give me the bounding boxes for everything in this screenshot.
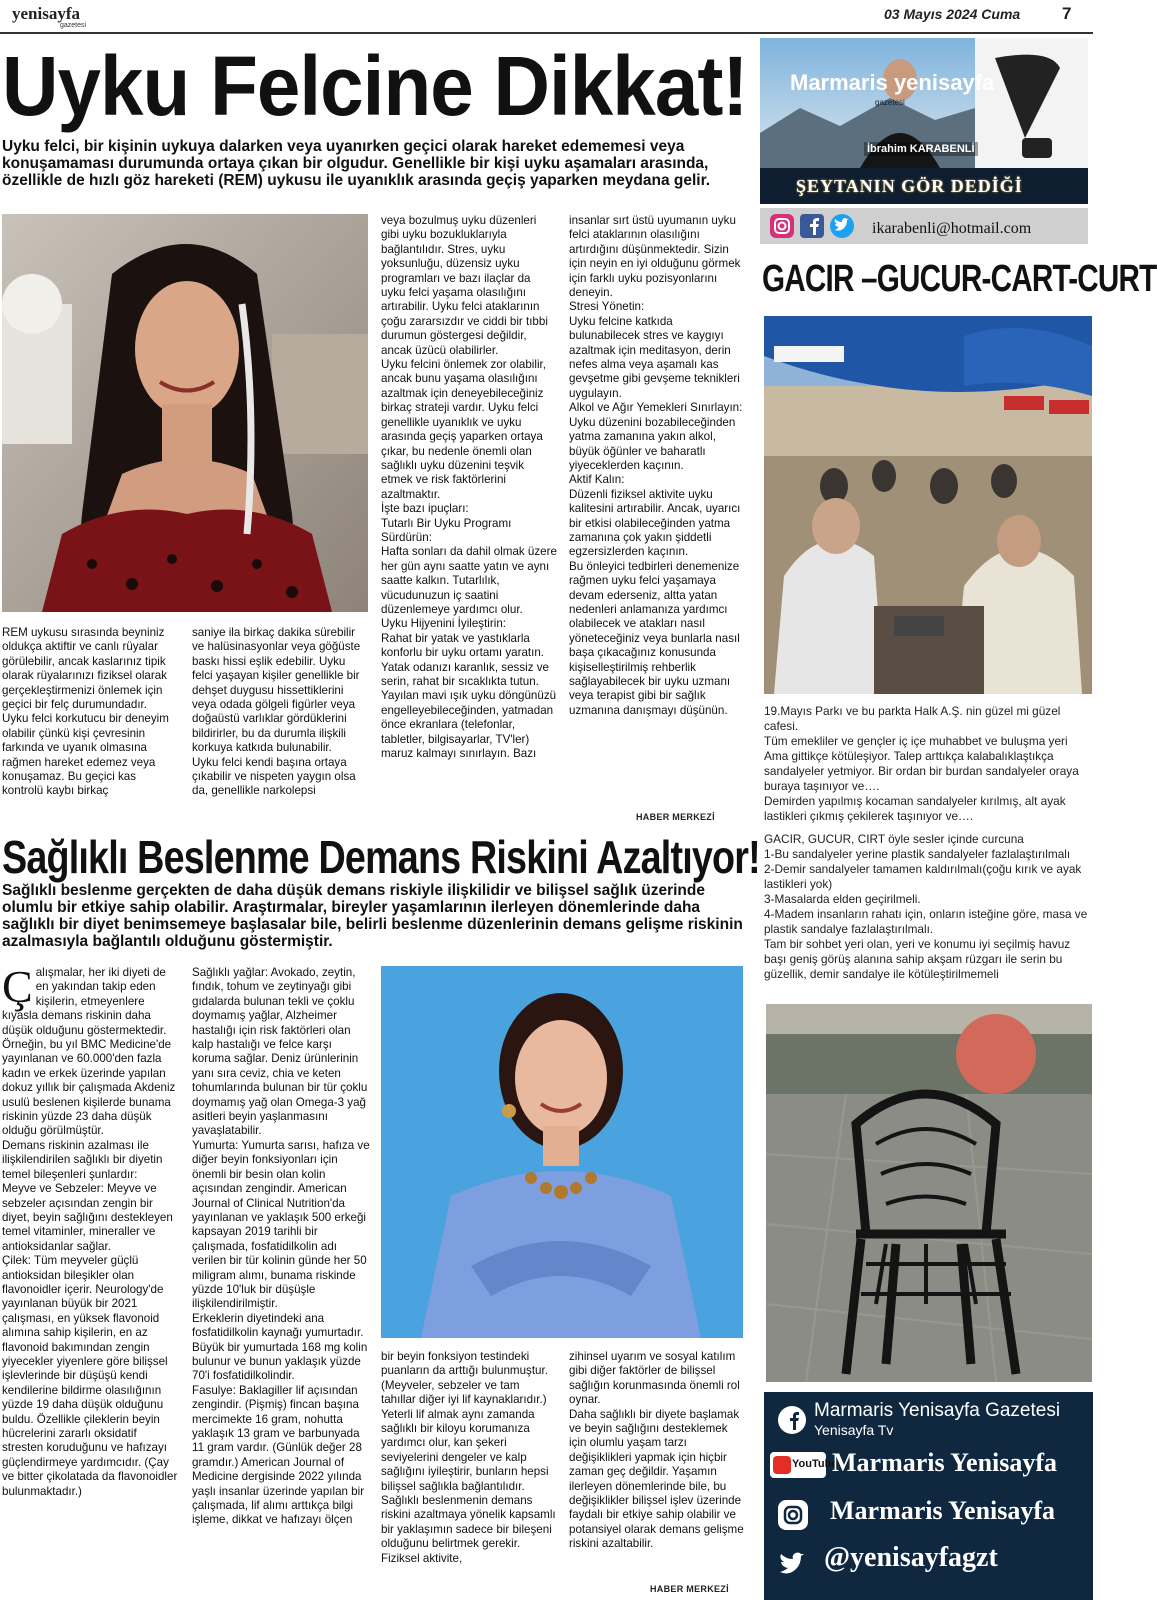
- article2-column-d: zihinsel uyarım ve sosyal katılım gibi diğer faktörler de bilişsel sağlığın korunmasında önemli rol oynar. Daha sağlıklı bir diyete başlamak ve beyin sağlığını desteklemek için olumlu yaşam tarzı değişiklikleri yapmak için hiçbir zaman geç değildir. Yaşamın ilerleyen dönemlerinde bile, bu değişiklikler bilişsel işlev üzerinde faydalı bir etkiye sahip olabilir ve potansiyel olarak demans gelişme riskini azaltabilir.: [569, 1350, 744, 1551]
- columnist-banner: [760, 38, 1088, 204]
- column-name: ŞEYTANIN GÖR DEDİĞİ: [796, 176, 1023, 196]
- article1-column-d: insanlar sırt üstü uyumanın uyku felci ataklarının olasılığını artırdığını düşünmektedir. Sizin için neyin en iyi olduğunu görmek için farklı uyku pozisyonlarını deneyin. Stresi Yönetin: Uyku felcine katkıda bulunabilecek stres ve kaygıyı azaltmak için meditasyon, derin nefes alma veya aşamalı kas gevşetme gibi gevşeme teknikleri uygulayın. Alkol ve Ağır Yemekleri Sınırlayın: Uyku düzenini bozabileceğinden yatma zamanına yakın alkol, büyük öğünler ve baharatlı yiyeceklerden kaçının. Aktif Kalın: Düzenli fiziksel aktivite uyku kalitesini artırabilir. Ancak, uyarıcı bir etkisi olabileceğinden yatma zamanına çok yakın şiddetli egzersizlerden kaçının. Bu önleyici tedbirleri denemenize rağmen uyku felci yaşamaya devam ederseniz, altta yatan nedenleri anlamanıza yardımcı olabilecek ve atakları nasıl yöneteceğiniz veya bunlarla nasıl başa çıkacağınız konusunda kişiselleştirilmiş rehberlik sağlayabilecek bir uyku uzmanı veya terapist gibi bir sağlık uzmanına danışmayı düşünün.: [569, 214, 743, 717]
- iron-chair-photo: [766, 1004, 1092, 1382]
- banner-brand: Marmaris yenisayfa: [790, 70, 995, 95]
- facebook-page-title[interactable]: Marmaris Yenisayfa Gazetesi: [814, 1400, 1061, 1421]
- issue-date: 03 Mayıs 2024 Cuma: [884, 6, 1021, 22]
- social-footer: [764, 1392, 1093, 1600]
- youtube-channel[interactable]: Marmaris Yenisayfa: [832, 1448, 1058, 1477]
- masthead-rule: [0, 32, 1093, 34]
- banner-brand-sub: gazetesi: [875, 98, 905, 107]
- article2-lead: Sağlıklı beslenme gerçekten de daha düşük demans riskiyle ilişkilidir ve bilişsel sağlık üzerinde olumlu bir etkiye sahip olabilir. Araştırmalar, bireyler yaşamlarının ilerleyen dönemlerinde daha sağlıklı bir diyet benimsemeye başlasalar bile, belirli beslenme düzenlerinin demans gelişme riskinin azalmasıyla bağlantılı olduğunu göstermiştir.: [2, 882, 743, 950]
- article1-lead: Uyku felci, bir kişinin uykuya dalarken veya uyanırken geçici olarak hareket edememesi veya konuşamaması durumunda ortaya çıkan bir olgudur. Genellikle bir kişi uyku aşamaları arasında, özellikle de hızlı göz hareketi (REM) uykusu ile uyanıklık arasında geçiş yaparken meydana gelir.: [2, 138, 711, 189]
- column-title: GACIR –GUCUR-CART-CURT: [762, 258, 1157, 300]
- article2-byline: HABER MERKEZİ: [650, 1584, 729, 1594]
- article2-title: Sağlıklı Beslenme Demans Riskini Azaltıyor!: [2, 831, 760, 883]
- page-number: 7: [1062, 4, 1072, 23]
- instagram-account[interactable]: Marmaris Yenisayfa: [830, 1496, 1056, 1525]
- article1-column-c: veya bozulmuş uyku düzenleri gibi uyku bozukluklarıyla bağlantılıdır. Stres, uyku yoksunluğu, düzensiz uyku programları ve bazı ilaçlar da uyku felci yaşama olasılığını artırabilir. Uyku felci ataklarının çoğu zararsızdır ve ciddi bir tıbbi durumun göstergesi değildir, ancak üzücü olabilirler. Uyku felcini önlemek zor olabilir, ancak bunu yaşama olasılığını azaltmak için deneyebileceğiniz birkaç strateji vardır. Uyku felci genellikle uyanıklık ve uyku arasında geçiş yaparken ortaya çıkar, bu nedenle önemli olan sağlıklı uyku düzenini teşvik etmek ve risk faktörlerini azaltmaktır. İşte bazı ipuçları: Tutarlı Bir Uyku Programı Sürdürün: Hafta sonları da dahil olmak üzere her gün aynı saatte yatın ve aynı saatte kalkın. Tutarlılık, vücudunuzun iç saatini düzenlemeye yardımcı olur. Uyku Hijyenini İyileştirin: Rahat bir yatak ve yastıklarla konforlu bir uyku ortamı yaratın. Yatak odanızı karanlık, sessiz ve serin, rahat bir sıcaklıkta tutun. Yayılan mavi ışık uyku döngünüzü engelleyebileceğinden, yatmadan önce ekranlara (telefonlar, tabletler, bilgisayarlar, TV'ler) maruz kalmayı sınırlayın. Bazı: [381, 214, 557, 761]
- columnist-author: İbrahim KARABENLİ: [864, 142, 978, 156]
- columnist-email[interactable]: ikarabenli@hotmail.com: [872, 220, 1032, 237]
- article2-column-a: [2, 961, 180, 1598]
- article1-portrait-photo: [2, 214, 368, 612]
- facebook-icon: [800, 214, 824, 238]
- facebook-icon: [778, 1406, 806, 1434]
- masthead-brand: yenisayfa: [12, 4, 80, 23]
- masthead-brand-sub: gazetesi: [60, 22, 87, 29]
- twitter-icon: [778, 1550, 810, 1578]
- article1-title: Uyku Felcine Dikkat!: [2, 39, 748, 133]
- facebook-page-sub: Yenisayfa Tv: [814, 1422, 894, 1438]
- column-text-1: 19.Mayıs Parkı ve bu parkta Halk A.Ş. nin güzel mi güzel cafesi. Tüm emekliler ve gençler iç içe muhabbet ve buluşma yeri Ama gittikçe kötüleşiyor. Talep arttıkça kalabalıklaştıkça sandalyeler yetmiyor. Bir ordan bir burdan sandalyeler oraya buraya taşınıyor ve…. Demirden yapılmış kocaman sandalyeler kırılmış, alt ayak lastikleri çıkmış çekilerek taşınıyor ve….: [764, 704, 1079, 823]
- article2-column-c: bir beyin fonksiyon testindeki puanların da arttığı bulunmuştur. (Meyveler, sebzeler ve tam tahıllar diğer iyi lif kaynaklarıdır.) Yeterli lif almak aynı zamanda sağlıklı bir kiloyu korumanıza yardımcı olur, kan şekeri seviyelerini dengeler ve kalp sağlığını iyileştirir, bunların hepsi bilişsel sağlıkla bağlantılıdır. Sağlıklı beslenmenin demans riskini azaltmaya yönelik kapsamlı bir yaklaşımın sadece bir bileşeni olduğunu belirtmek gerekir. Fiziksel aktivite,: [381, 1350, 556, 1565]
- youtube-icon: [770, 1452, 838, 1478]
- column-text-2: GACIR, GUCUR, CIRT öyle sesler içinde curcuna 1-Bu sandalyeler yerine plastik sandalyeler fazlalaştırılmalı 2-Demir sandalyeler tamamen kaldırılmalı(çoğu kırık ve ayak lastikleri yok) 3-Masalarda elden geçirilmeli. 4-Madem insanların rahatı için, onların isteğine göre, masa ve plastik sandalye fazlalaştırılmalı. Tam bir sohbet yeri olan, yeri ve konumu iyi seçilmiş havuz başı geniş görüş alanına sahip akşam rüzgarı ile serin bu güzellik, demir sandalye ile kötüleştirilmemeli: [764, 832, 1088, 981]
- instagram-icon: [770, 214, 794, 238]
- drop-cap: Ç: [2, 961, 33, 1012]
- article1-column-a: REM uykusu sırasında beyniniz oldukça aktiftir ve canlı rüyalar görülebilir, ancak kaslarınız tipik olarak rüyalarınızı fiziksel olarak gerçekleştirmenizi önlemek için geçici bir felç durumundadır. Uyku felci korkutucu bir deneyim olabilir çünkü kişi çevresinin farkında ve uyanık olmasına rağmen hareket edemez veya konuşamaz. Bu geçici kas kontrolü kaybı birkaç: [2, 626, 169, 798]
- twitter-icon: [830, 214, 854, 238]
- article2-column-a-text: alışmalar, her iki diyeti de en yakından takip eden kişilerin, etmeyenlere kıyasla demans riskinin daha düşük olduğunu göstermektedir. Örneğin, bu yıl BMC Medicine'de yayınlanan ve 60.000'den fazla kadın ve erkek üzerinde yapılan dokuz yıllık bir çalışmada Akdeniz usulü beslenen kişilerde bunama riskinin yüzde 23 daha düşük olduğu görülmüştür. Demans riskinin azalması ile ilişkilendirilen sağlıklı bir diyetin temel bileşenleri şunlardır: Meyve ve Sebzeler: Meyve ve sebzeler açısından zengin bir diyet, beyin sağlığını destekleyen temel vitaminler, mineraller ve antioksidanlar sağlar. Çilek: Tüm meyveler güçlü antioksidan bileşikler olan flavonoidler içerir. Neurology'de yayınlanan büyük bir 2021 çalışması, en yüksek flavonoid alımına sahip kişilerin, en az flavonoid bakımından zengin yiyecekler yiyenlere göre bilişsel işlevlerinde bir düşüşü kendi kendilerine bildirme olasılığının yüzde 19 daha düşük olduğunu buldu. Özellikle çileklerin beyin hücrelerini zararlı oksidatif stresten koruduğunu ve hafızayı güçlendirmeye yardımcıdır. (Çay ve bitter çikolatada da flavonoidler bulunmaktadır.): [2, 966, 178, 1498]
- article1-column-b: saniye ila birkaç dakika sürebilir ve halüsinasyonlar veya göğüste baskı hissi eşlik edebilir. Uyku felci yaşayan kişiler genellikle bir dehşet duygusu hissettiklerini veya odada gölgeli figürler veya doğaüstü varlıklar gördüklerini bildirirler, bu da durumla ilişkili korkuya katkıda bulunabilir. Uyku felci kendi başına ortaya çıkabilir ve nispeten yaygın olsa da, genellikle narkolepsi: [192, 626, 361, 798]
- article2-column-b: Sağlıklı yağlar: Avokado, zeytin, fındık, tohum ve zeytinyağı gibi gıdalarda bulunan tekli ve çoklu doymamış yağlar, Alzheimer hastalığı için risk faktörleri olan kalp hastalığı ve felce karşı koruma sağlar. Deniz ürünlerinin yanı sıra ceviz, chia ve keten tohumlarında bulunan bir tür çoklu doymamış yağ olan Omega-3 yağ asitleri beyin yaşlanmasını yavaşlatabilir. Yumurta: Yumurta sarısı, hafıza ve diğer beyin fonksiyonları için önemli bir besin olan kolin açısından zengindir. American Journal of Clinical Nutrition'da yayınlanan ve yaklaşık 500 erkeği kapsayan 2019 tarihli bir çalışmada, fosfatidilkolin adı verilen bir tür kolinin günde her 50 miligram alımı, bunama riskinde yüzde 10'luk bir düşüşle ilişkilendirilmiştir. Erkeklerin diyetindeki ana fosfatidilkolin kaynağı yumurtadır. Büyük bir yumurtada 168 mg kolin bulunur ve bunun yaklaşık yüzde 70'i fosfatidilkolindir. Fasulye: Baklagiller lif açısından zengindir. (Pişmiş) fincan başına mercimekte 16 gram, nohutta yaklaşık 13 gram ve barbunyada 11 gram vardır. (Günlük değer 28 gramdır.) American Journal of Medicine dergisinde 2022 yılında yaşlı insanlar üzerinde yapılan bir çalışmada, lif alımı arttıkça bilgi işleme, dikkat ve hafızayı ölçen: [192, 966, 370, 1527]
- cafe-photo: [764, 316, 1092, 694]
- twitter-handle[interactable]: @yenisayfagzt: [824, 1542, 998, 1573]
- article2-portrait-photo: [381, 966, 743, 1338]
- youtube-label: YouTube: [792, 1458, 838, 1470]
- instagram-icon: [778, 1500, 808, 1530]
- article1-byline: HABER MERKEZİ: [636, 812, 715, 822]
